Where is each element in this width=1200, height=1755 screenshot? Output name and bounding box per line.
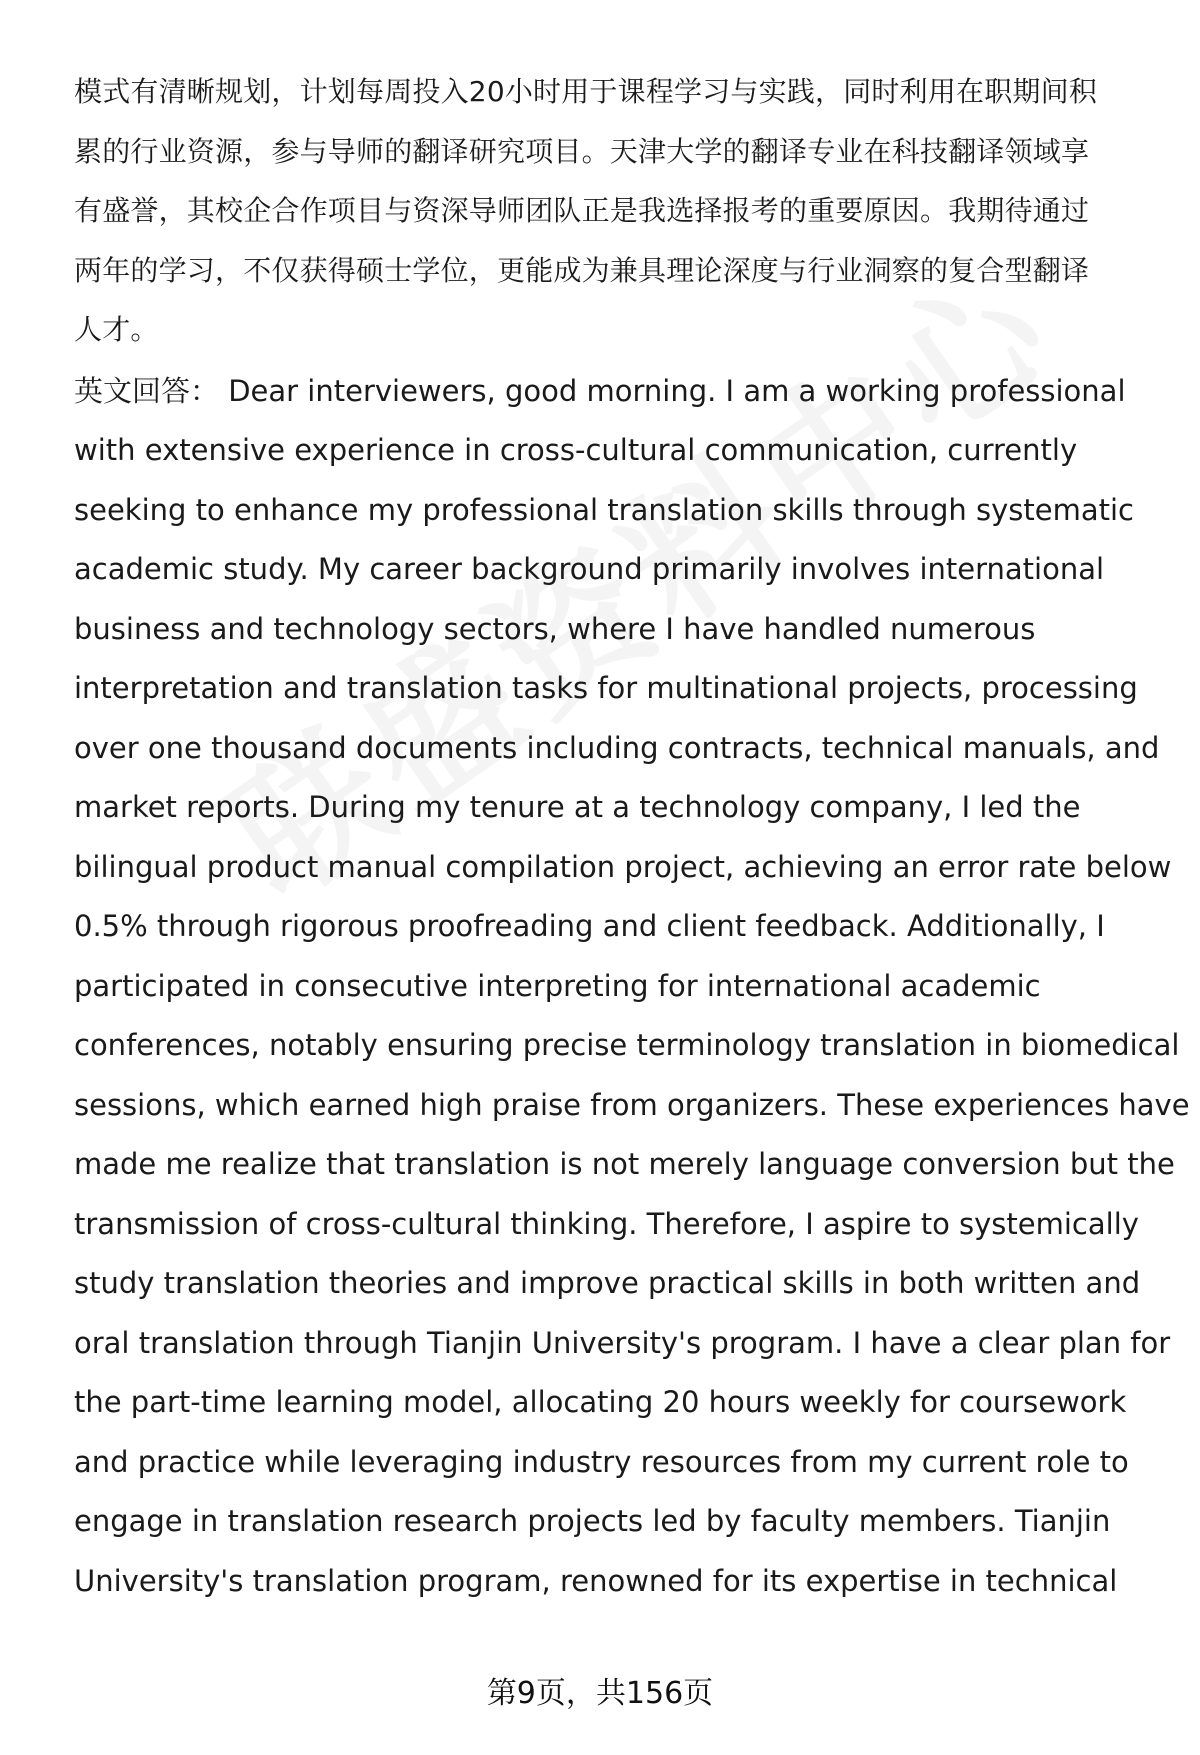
- chinese-paragraph: [74, 62, 1160, 360]
- text-line: made me realize that translation is not merely language conversion but the: [74, 1147, 1175, 1181]
- text-line: seeking to enhance my professional translation skills through systematic: [74, 492, 1135, 527]
- text-line: and practice while leveraging industry resources from my current role to: [74, 1444, 1129, 1479]
- text-line: engage in translation research projects led by faculty members. Tianjin: [74, 1504, 1111, 1538]
- text-line: 0.5% through rigorous proofreading and client feedback. Additionally, I: [74, 909, 1105, 943]
- text-line: study translation theories and improve practical skills in both written and: [74, 1266, 1141, 1300]
- text-line: over one thousand documents including contracts, technical manuals, and: [74, 730, 1160, 765]
- text-line: bilingual product manual compilation project, achieving an error rate below: [74, 849, 1172, 884]
- text-line: 两年的学习，不仅获得硕士学位，更能成为兼具理论深度与行业洞察的复合型翻译: [74, 253, 1090, 287]
- text-line: 英文回答： Dear interviewers, good morning. I am a working professional: [74, 373, 1126, 408]
- text-line: 模式有清晰规划，计划每周投入20小时用于课程学习与实践，同时利用在职期间积: [74, 75, 1098, 108]
- text-line: oral translation through Tianjin University's program. I have a clear plan for: [74, 1325, 1171, 1360]
- text-line: University's translation program, renowned for its expertise in technical: [74, 1563, 1118, 1598]
- text-line: market reports. During my tenure at a technology company, I led the: [74, 790, 1081, 824]
- page-content: [74, 62, 1190, 1611]
- english-answer-paragraph: [74, 362, 1190, 1612]
- page-number-footer: 第9页，共156页: [486, 1676, 714, 1711]
- text-line: transmission of cross-cultural thinking. Therefore, I aspire to systemically: [74, 1206, 1139, 1241]
- text-line: 有盛誉，其校企合作项目与资深导师团队正是我选择报考的重要原因。我期待通过: [74, 194, 1090, 227]
- text-line: with extensive experience in cross-cultural communication, currently: [74, 433, 1078, 467]
- text-line: the part-time learning model, allocating 20 hours weekly for coursework: [74, 1385, 1127, 1419]
- text-line: academic study. My career background primarily involves international: [74, 552, 1105, 586]
- text-line: 累的行业资源，参与导师的翻译研究项目。天津大学的翻译专业在科技翻译领域享: [74, 134, 1090, 168]
- text-line: interpretation and translation tasks for multinational projects, processing: [74, 671, 1138, 705]
- text-line: participated in consecutive interpreting for international academic: [74, 968, 1041, 1003]
- text-line: conferences, notably ensuring precise terminology translation in biomedical: [74, 1028, 1180, 1062]
- text-line: business and technology sectors, where I have handled numerous: [74, 611, 1036, 646]
- text-line: 人才。: [74, 313, 159, 346]
- text-line: sessions, which earned high praise from organizers. These experiences have: [74, 1087, 1190, 1122]
